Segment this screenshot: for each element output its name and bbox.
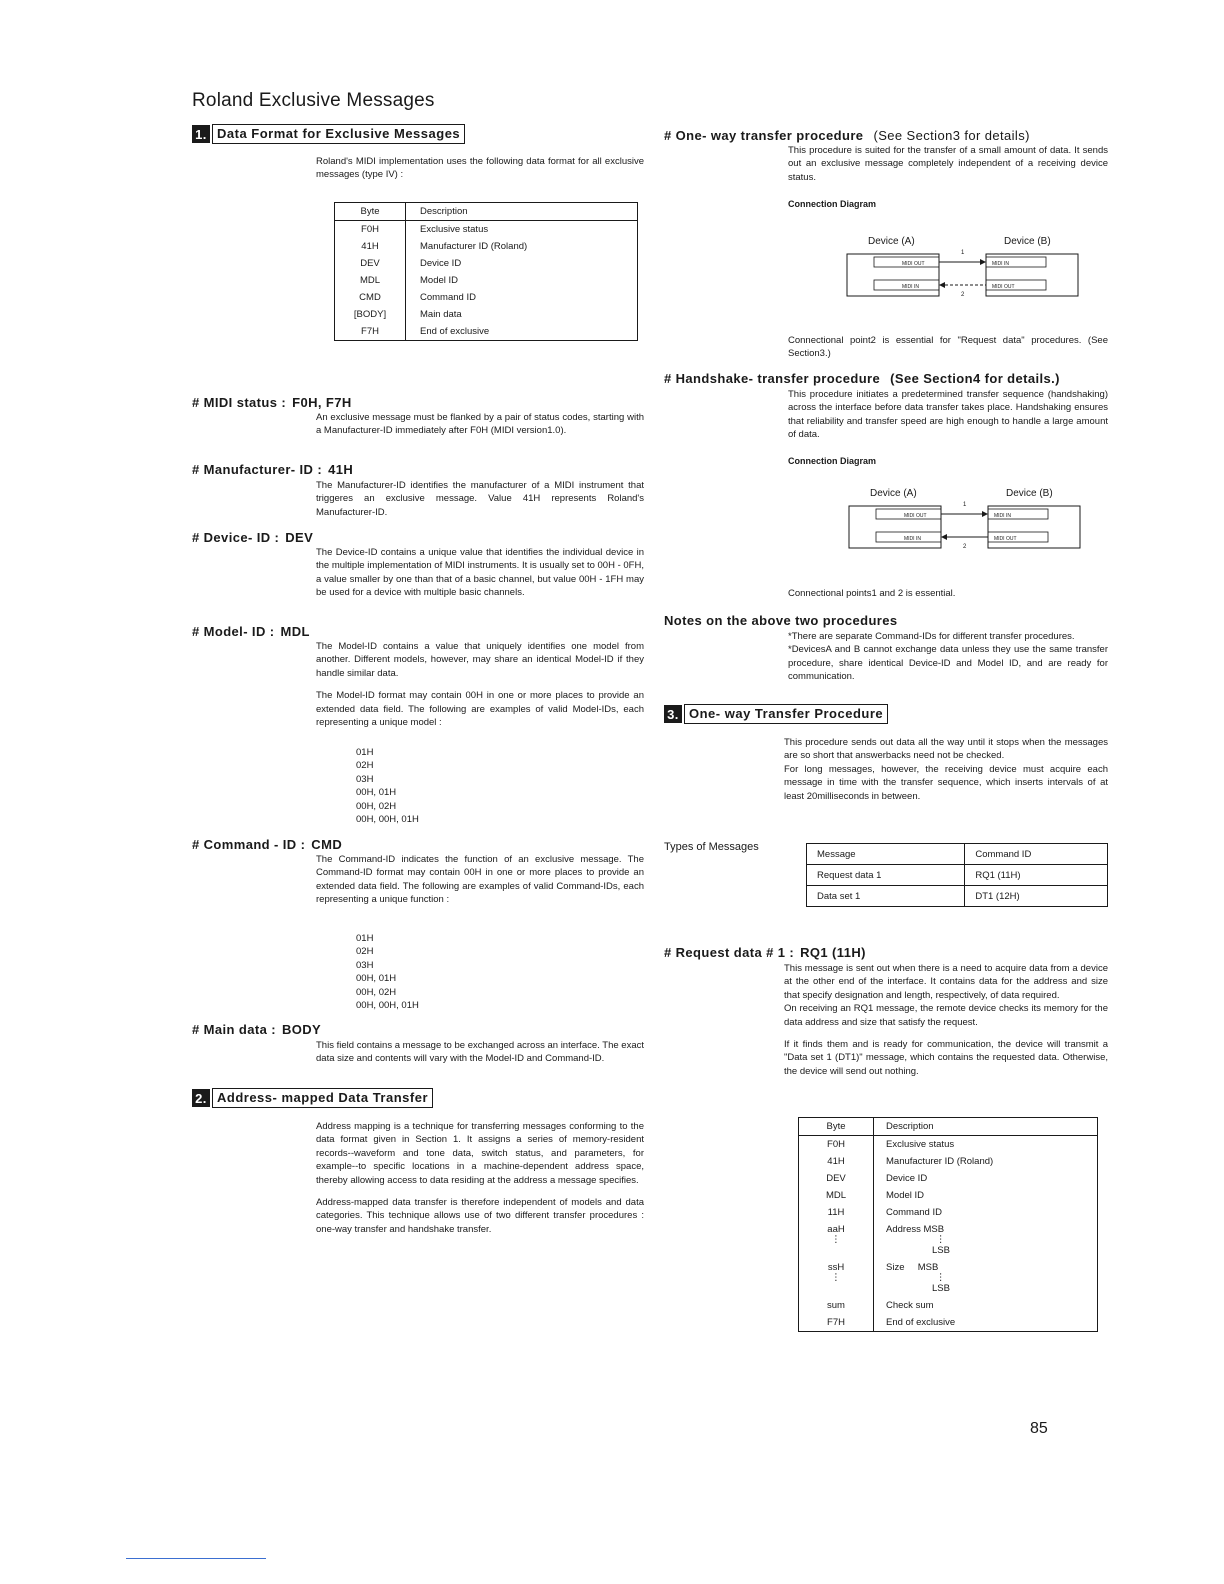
request-data-paragraph-2: On receiving an RQ1 message, the remote device checks its memory for the data address and size that satisfy the request. [784,1003,1108,1028]
one-way-diagram-title: Connection Diagram [788,199,877,209]
address-msb: MSB [923,1224,945,1235]
address-range-dots: ⋮ [936,1234,946,1245]
table-cell-description: Device ID [886,1173,928,1184]
manufacturer-id-value: 41H [328,462,354,477]
section-2-number: 2. [192,1089,210,1107]
device-id-text: The Device-ID contains a unique value that identifies the individual device in the multiple implementation of MIDI instruments. It is usually set to 00H - 0FH, a value smaller by one than that of a basic channel, but value 00H - 1FH may be used for a device with multiple basic channels. [316,547,644,599]
table-row [335,306,638,323]
table-cell-description: Exclusive status [886,1139,955,1150]
connection-arrow-2 [941,534,947,540]
table-cell-description: Command ID [420,292,476,303]
table-cell-description: Main data [420,309,462,320]
main-data-text: This field contains a message to be exchanged across an interface. The exact data size and contents will vary with the Model-ID and Command-ID. [316,1040,644,1065]
handshake-procedure-ref: (See Section4 for details.) [890,371,1060,386]
command-id-value: CMD [311,837,343,852]
table-cell-byte: F7H [799,1314,874,1332]
main-data-label: # Main data : [192,1022,276,1037]
section-2-paragraph-2: Address-mapped data transfer is therefore independent of models and data categories. This technique allows use of two different transfer procedures : one-way transfer and handshake transfer. [316,1197,644,1235]
device-b-label: Device (B) [1004,236,1051,247]
table-row [799,1314,1098,1332]
handshake-note: Connectional points1 and 2 is essential. [788,588,956,599]
section-3-heading [664,704,888,724]
list-item: 01H [356,747,374,758]
table-row [799,1187,1098,1204]
handshake-connection-diagram [848,482,1082,552]
table-cell-description [874,1259,1098,1297]
device-a-midi-in-label: MIDI IN [902,284,919,290]
device-b-label: Device (B) [1006,488,1053,499]
table-cell-byte: [BODY] [335,306,406,323]
message-types-table [806,843,1108,907]
device-id-value: DEV [285,530,314,545]
size-byte: ssH [827,1262,845,1273]
midi-status-heading [192,395,352,410]
list-item: 00H, 01H [356,787,397,799]
table-cell-description: End of exclusive [420,326,490,337]
table-header-command-id: Command ID [965,844,1108,865]
types-of-messages-label: Types of Messages [664,841,759,853]
handshake-diagram-title: Connection Diagram [788,456,877,466]
list-item: 00H, 02H [356,800,397,812]
list-item: 00H, 00H, 01H [356,1000,419,1012]
note-item-1: *There are separate Command-IDs for different transfer procedures. [788,631,1075,642]
manufacturer-id-label: # Manufacturer- ID : [192,462,323,477]
table-row [335,323,638,341]
connection-marker-2: 2 [963,544,967,550]
table-cell-byte [799,1221,874,1259]
table-cell-byte: F0H [335,221,406,239]
midi-status-label: # MIDI status : [192,395,287,410]
main-data-heading [192,1022,321,1037]
device-b-midi-in-label: MIDI IN [994,513,1011,519]
list-item: 00H, 02H [356,986,397,998]
section-1-title: Data Format for Exclusive Messages [212,124,465,144]
section-3-paragraph-1: This procedure sends out data all the way until it stops when the messages are so short that answerbacks need not be checked. [784,737,1108,762]
request-data-value: RQ1 (11H) [800,945,866,960]
page-number: 85 [1030,1420,1048,1437]
connection-marker-1: 1 [963,502,967,508]
section-2-paragraph-1: Address mapping is a technique for transferring messages conforming to the data format given in Section 1. It assigns a series of memory-resident records--waveform and tone data, switch status, and parameters, for example--to specific locations in a machine-dependent address space, thereby allowing access to data residing at the address a message specifies. [316,1121,644,1186]
device-id-label: # Device- ID : [192,530,280,545]
table-header-description: Description [406,203,638,221]
connection-arrow-1 [980,259,986,265]
main-data-value: BODY [281,1022,322,1037]
size-continuation: ⋮ [831,1272,841,1283]
table-cell-command: DT1 (12H) [965,886,1108,907]
note-item-2: *DevicesA and B cannot exchange data unless they use the same transfer procedure, share identical Device-ID and Model ID, and are ready for communication. [788,644,1108,683]
table-cell-description: Model ID [420,275,459,286]
midi-status-value: F0H, F7H [292,395,352,410]
request-data-label: # Request data # 1 : [664,945,795,960]
section-3-paragraph-2: For long messages, however, the receiving device must acquire each message in time with the transfer sequence, which inserts intervals of at least 20milliseconds in between. [784,763,1108,802]
table-cell-byte: DEV [799,1170,874,1187]
table-header-byte: Byte [799,1118,874,1136]
table-cell-byte: 41H [799,1153,874,1170]
request-data-text [784,962,1108,1087]
size-msb: MSB [917,1262,939,1273]
section-1-number: 1. [192,125,210,143]
table-cell-byte: MDL [799,1187,874,1204]
table-row [335,255,638,272]
model-id-text [316,640,644,738]
table-cell-byte: sum [799,1297,874,1314]
list-item: 00H, 00H, 01H [356,814,419,826]
table-cell-description: Model ID [886,1190,925,1201]
request-data-paragraph-1: This message is sent out when there is a need to acquire data from a device at the other end of the interface. It contains data for the address and size that specify designation and length, respectively, of data required. [784,963,1108,1001]
address-byte: aaH [827,1224,845,1235]
exclusive-format-table [334,202,638,341]
table-cell-byte: F7H [335,323,406,341]
device-a-label: Device (A) [870,488,917,499]
table-cell-description: Command ID [886,1207,942,1218]
model-id-value: MDL [280,624,310,639]
command-id-heading [192,837,342,852]
table-row [807,886,1108,907]
connection-arrow-1 [982,511,988,517]
table-cell-byte: MDL [335,272,406,289]
address-lsb: LSB [932,1245,950,1256]
section-1-intro: Roland's MIDI implementation uses the following data format for all exclusive messages (type IV) : [316,156,644,181]
manufacturer-id-heading [192,462,353,477]
command-id-examples [356,932,419,1012]
table-cell-description: Manufacturer ID (Roland) [886,1156,994,1167]
rq1-format-table [798,1117,1098,1332]
table-cell-command: RQ1 (11H) [965,865,1108,886]
device-a-midi-out-label: MIDI OUT [904,513,927,519]
section-3-text [784,736,1108,803]
one-way-procedure-heading [664,128,1030,143]
notes-text [788,630,1108,684]
connection-arrow-2 [939,282,945,288]
list-item: 03H [356,773,374,785]
connection-marker-2: 2 [961,292,965,298]
table-cell-byte: F0H [799,1136,874,1154]
section-3-number: 3. [664,705,682,723]
table-cell-description: Exclusive status [420,224,489,235]
device-b-midi-out-label: MIDI OUT [992,284,1015,290]
table-cell-description: Manufacturer ID (Roland) [420,241,528,252]
notes-heading: Notes on the above two procedures [664,613,898,628]
model-id-heading [192,624,310,639]
table-header-row [807,844,1108,865]
table-cell-message: Request data 1 [807,865,965,886]
device-a-midi-out-label: MIDI OUT [902,261,925,267]
footer-divider [126,1558,266,1559]
midi-status-text: An exclusive message must be flanked by a pair of status codes, starting with a Manufacturer-ID immediately after F0H (MIDI version1.0). [316,412,644,437]
handshake-procedure-label: # Handshake- transfer procedure [664,371,881,386]
model-id-paragraph-2: The Model-ID format may contain 00H in one or more places to provide an extended data field. The following are examples of valid Model-IDs, each representing a unique model : [316,690,644,729]
table-row [799,1297,1098,1314]
size-lsb: LSB [932,1283,950,1294]
table-row-address [799,1221,1098,1259]
size-label: Size [886,1262,905,1273]
table-cell-message: Data set 1 [807,886,965,907]
model-id-label: # Model- ID : [192,624,275,639]
device-a-label: Device (A) [868,236,915,247]
table-cell-byte: 11H [799,1204,874,1221]
one-way-connection-diagram [846,230,1080,300]
command-id-label: # Command - ID : [192,837,306,852]
device-id-heading [192,530,313,545]
list-item: 03H [356,959,374,971]
table-row [335,238,638,255]
request-data-heading [664,945,866,960]
one-way-note: Connectional point2 is essential for "Request data" procedures. (See Section3.) [788,335,1108,360]
one-way-procedure-text: This procedure is suited for the transfer of a small amount of data. It sends out an exclusive message completely independent of a receiving device status. [788,145,1108,183]
table-row [335,289,638,306]
manufacturer-id-text: The Manufacturer-ID identifies the manufacturer of a MIDI instrument that triggeres an exclusive message. Value 41H represents Roland's Manufacturer-ID. [316,480,644,518]
table-header-description: Description [874,1118,1098,1136]
table-row [799,1136,1098,1154]
table-row [799,1170,1098,1187]
device-a-midi-in-label: MIDI IN [904,536,921,542]
section-2-title: Address- mapped Data Transfer [212,1088,433,1108]
command-id-text: The Command-ID indicates the function of an exclusive message. The Command-ID format may contain 00H in one or more places to provide an extended data field. The following are examples of valid Command-IDs, each representing a unique function : [316,854,644,906]
table-row [799,1153,1098,1170]
address-label: Address [886,1224,921,1235]
table-cell-byte [799,1259,874,1297]
table-header-byte: Byte [335,203,406,221]
section-2-text [316,1120,644,1245]
connection-marker-1: 1 [961,250,965,256]
model-id-examples [356,746,419,826]
device-b-midi-in-label: MIDI IN [992,261,1009,267]
size-description [886,1262,1097,1273]
table-row [807,865,1108,886]
request-data-paragraph-3: If it finds them and is ready for communication, the device will transmit a "Data set 1 (DT1)" message, which contains the requested data. Otherwise, the device will send out nothing. [784,1039,1108,1077]
list-item: 02H [356,946,374,958]
handshake-procedure-heading [664,371,1060,386]
table-cell-byte: CMD [335,289,406,306]
table-header-row [799,1118,1098,1136]
page-title: Roland Exclusive Messages [192,90,435,111]
table-cell-description: Check sum [886,1300,934,1311]
table-row [335,221,638,239]
list-item: 02H [356,760,374,772]
table-cell-description: End of exclusive [886,1317,956,1328]
section-3-title: One- way Transfer Procedure [684,704,888,724]
table-row [799,1204,1098,1221]
list-item: 00H, 01H [356,973,397,985]
table-cell-byte: DEV [335,255,406,272]
one-way-procedure-label: # One- way transfer procedure [664,128,864,143]
handshake-procedure-text: This procedure initiates a predetermined transfer sequence (handshaking) across the interface before data transfer takes place. Handshaking ensures that reliability and transfer speed are high enough to handle a large amount of data. [788,389,1108,441]
one-way-procedure-ref: (See Section3 for details) [873,128,1030,143]
table-header-row [335,203,638,221]
table-cell-description [874,1221,1098,1259]
table-header-message: Message [807,844,965,865]
device-b-midi-out-label: MIDI OUT [994,536,1017,542]
model-id-paragraph-1: The Model-ID contains a value that uniquely identifies one model from another. Different models, however, may share an identical Model-ID if they handle similar data. [316,641,644,679]
address-description [886,1224,1097,1235]
section-1-heading [192,124,465,144]
table-cell-description: Device ID [420,258,462,269]
table-row [335,272,638,289]
address-continuation: ⋮ [831,1234,841,1245]
table-row-size [799,1259,1098,1297]
table-cell-byte: 41H [335,238,406,255]
section-2-heading [192,1088,433,1108]
size-range-dots: ⋮ [936,1272,946,1283]
list-item: 01H [356,933,374,944]
